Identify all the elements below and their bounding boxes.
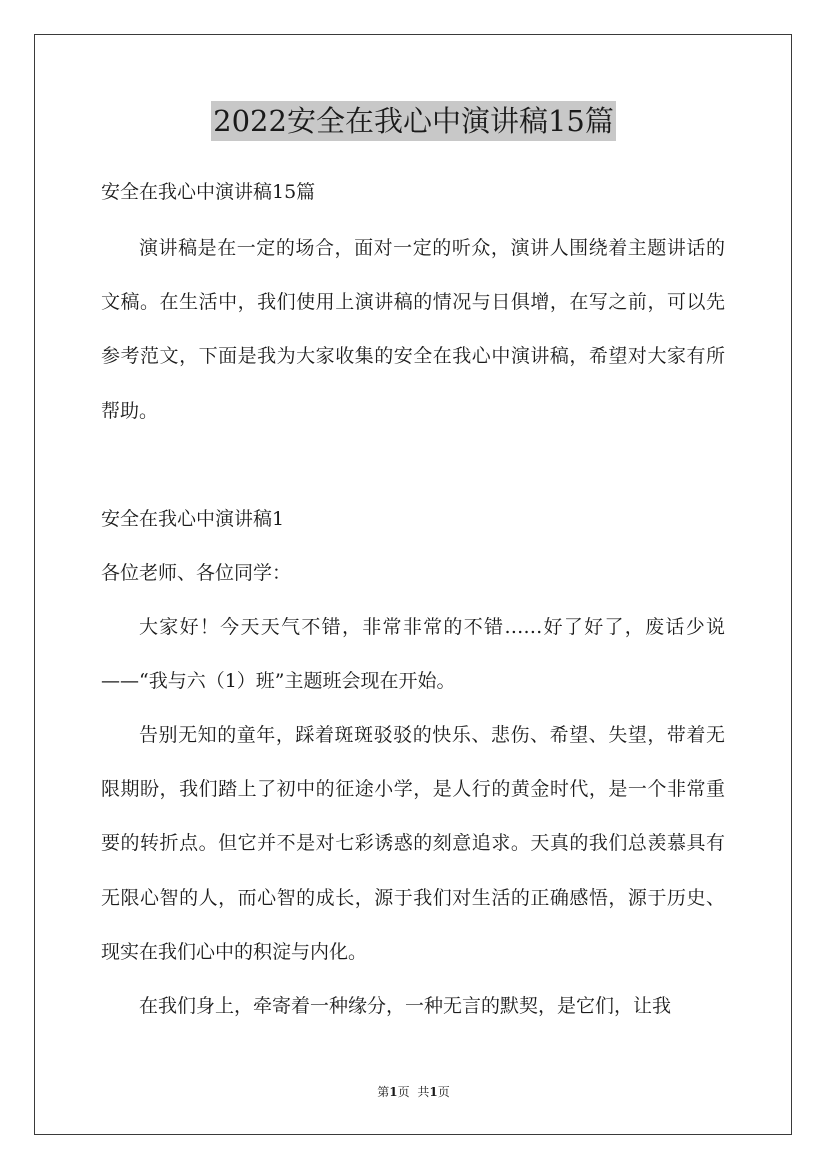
footer-total-prefix: 共 (417, 1085, 430, 1099)
body-paragraph: 告别无知的童年，踩着斑斑驳驳的快乐、悲伤、希望、失望，带着无限期盼，我们踏上了初中的征途小学，是人行的黄金时代，是一个非常重要的转折点。但它并不是对七彩诱惑的刻意追求。天真的我们总羡慕具有无限心智的人，而心智的成长，源于我们对生活的正确感悟，源于历史、现实在我们心中的积淀与内化。 (101, 724, 725, 963)
document-subtitle: 安全在我心中演讲稿15篇 (101, 181, 316, 203)
section-heading: 安全在我心中演讲稿1 (101, 508, 285, 530)
footer-page-suffix: 页 (397, 1085, 410, 1099)
footer-page-prefix: 第 (377, 1085, 390, 1099)
footer-total-number: 1 (429, 1085, 438, 1099)
body-paragraph: 在我们身上，牵寄着一种缘分，一种无言的默契，是它们，让我 (139, 995, 672, 1017)
footer-page-number: 1 (389, 1085, 398, 1099)
page-footer (0, 1083, 827, 1101)
salutation: 各位老师、各位同学： (101, 562, 292, 584)
footer-total-suffix: 页 (437, 1085, 450, 1099)
body-paragraph: 大家好！今天天气不错，非常非常的不错……好了好了，废话少说——“我与六（1）班”主题班会现在开始。 (101, 616, 725, 693)
title-container (0, 101, 827, 141)
intro-paragraph: 演讲稿是在一定的场合，面对一定的听众，演讲人围绕着主题讲话的文稿。在生活中，我们使用上演讲稿的情况与日俱增，在写之前，可以先参考范文，下面是我为大家收集的安全在我心中演讲稿，希望对大家有所帮助。 (101, 237, 725, 422)
document-title: 2022安全在我心中演讲稿15篇 (211, 101, 616, 141)
